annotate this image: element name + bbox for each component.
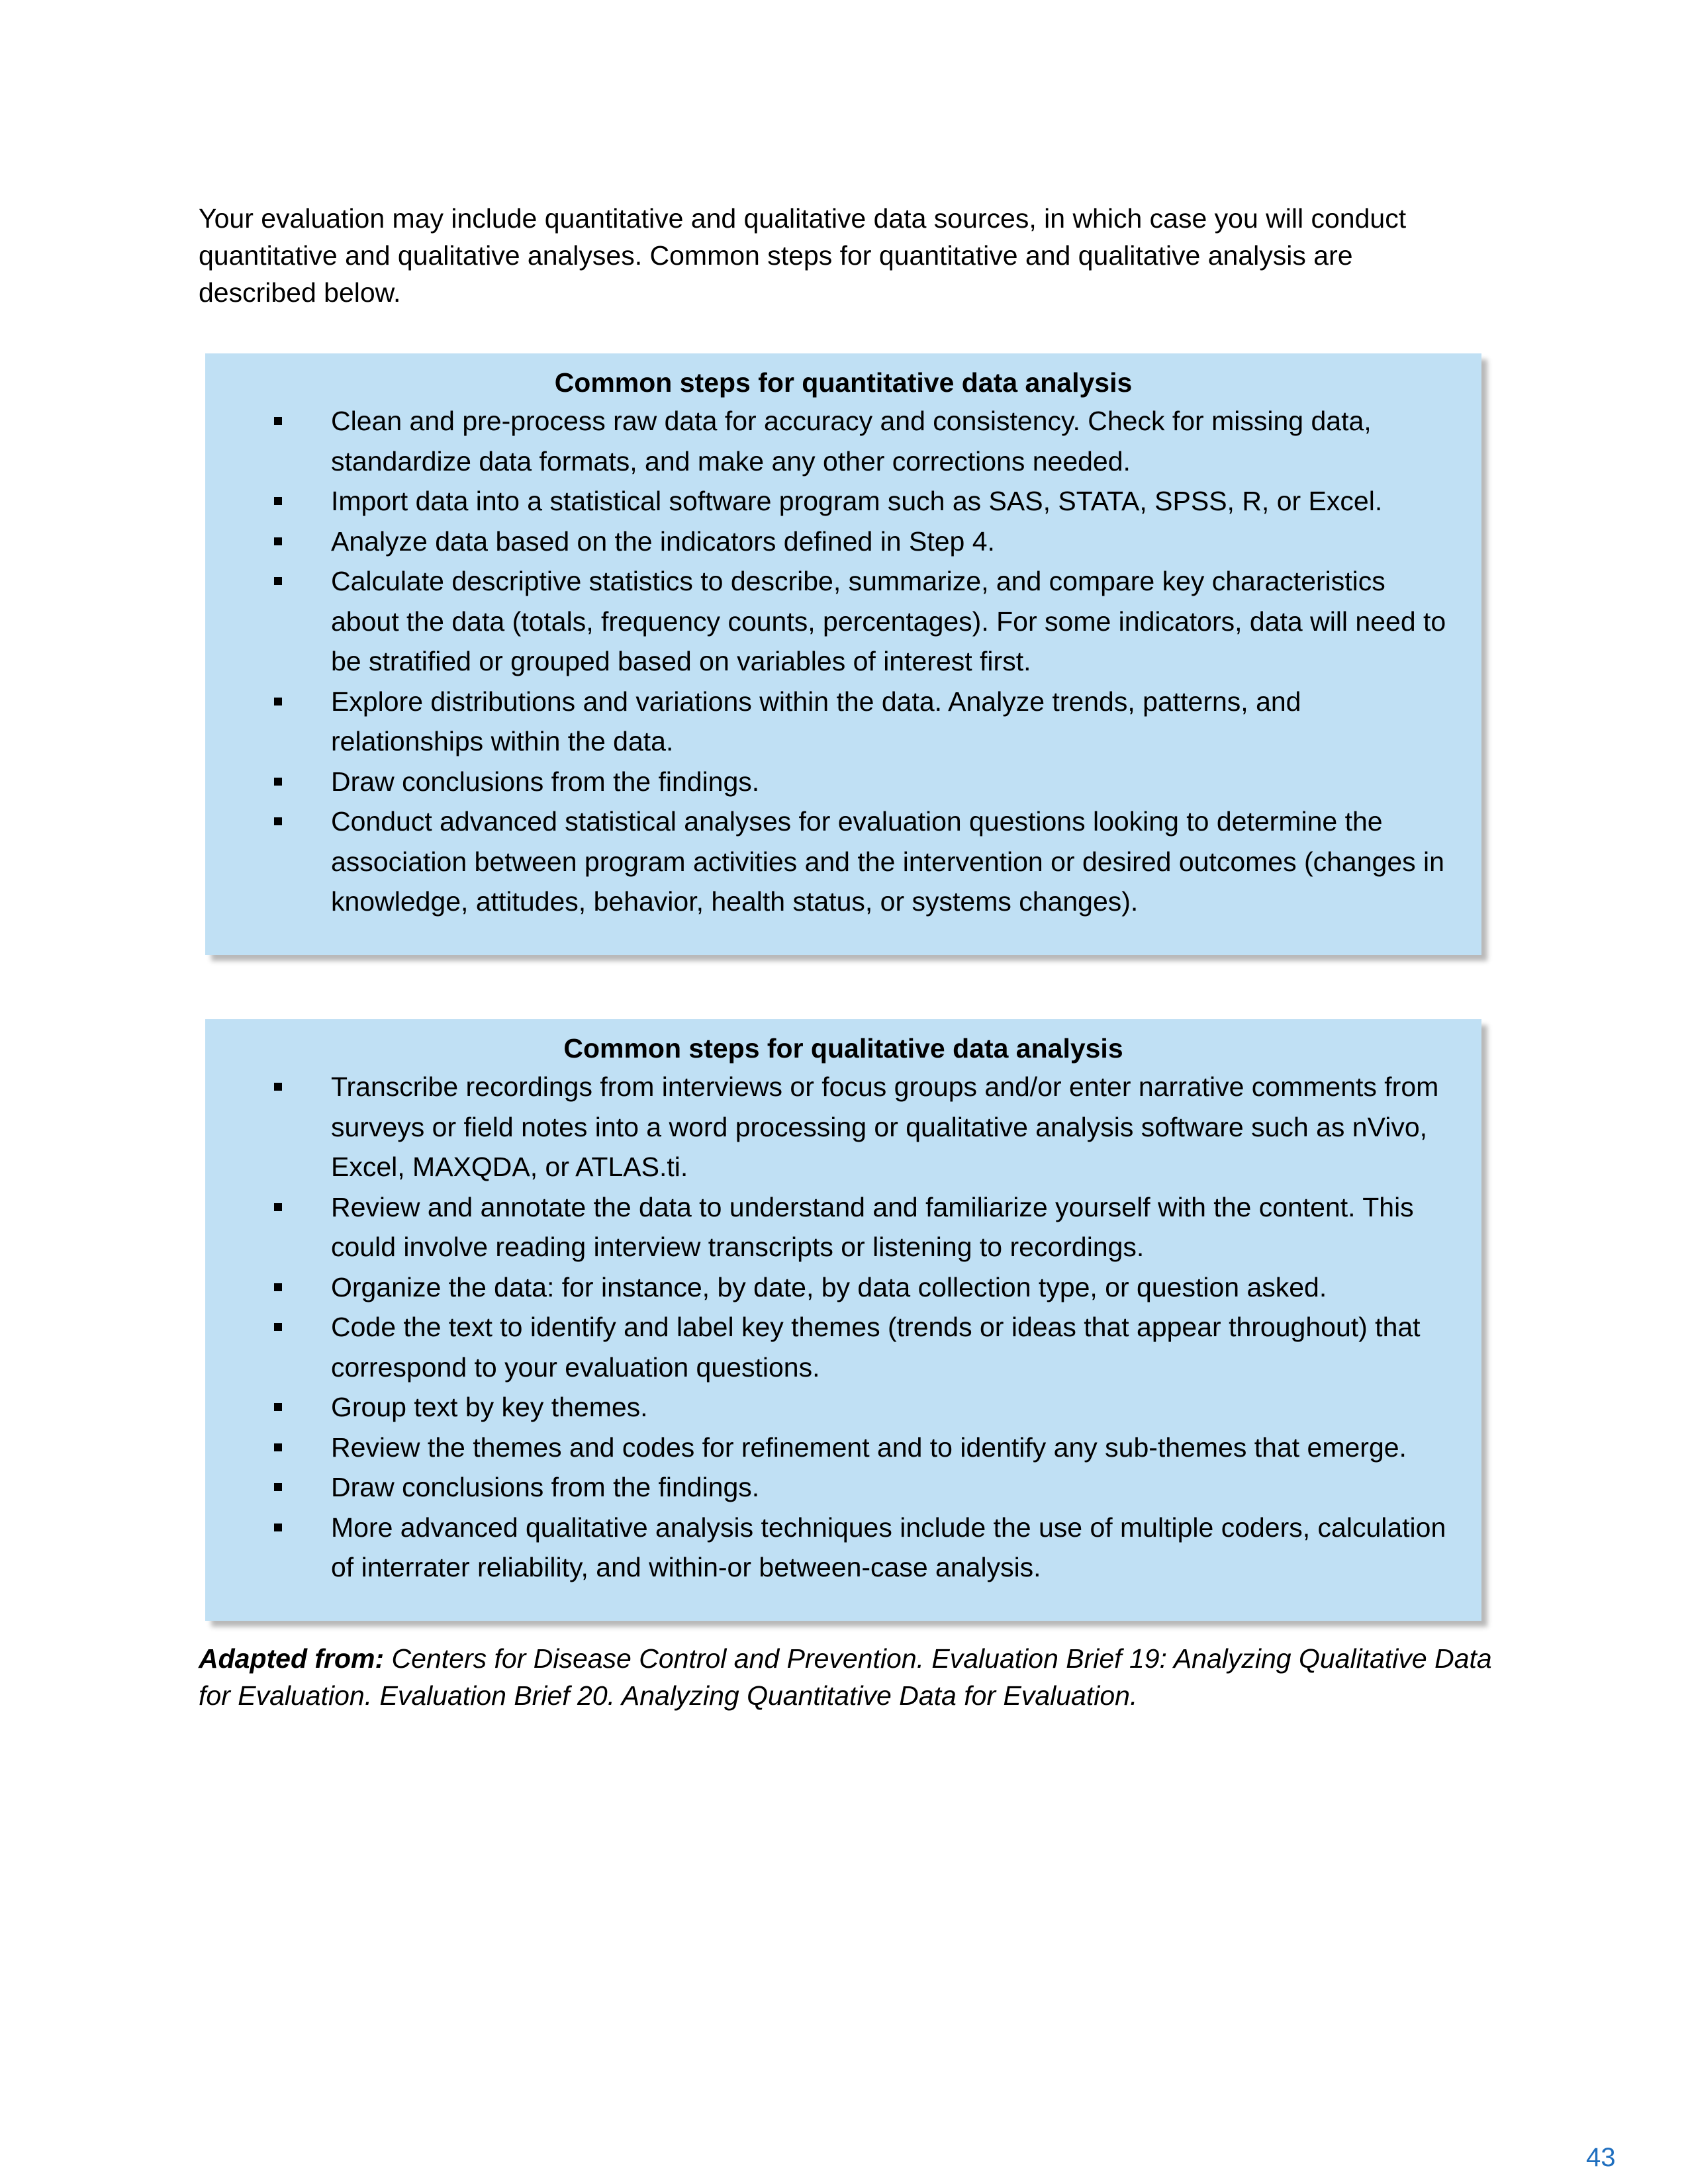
source-label: Adapted from:: [199, 1643, 385, 1674]
square-bullet-icon: [274, 1524, 282, 1531]
list-item: [324, 1067, 1455, 1187]
list-item-text: Draw conclusions from the findings.: [331, 1472, 760, 1502]
list-item-text: Import data into a statistical software program such as SAS, STATA, SPSS, R, or Excel.: [331, 486, 1383, 516]
list-item: [324, 1467, 1455, 1508]
square-bullet-icon: [274, 1483, 282, 1491]
intro-paragraph: Your evaluation may include quantitative and qualitative data sources, in which case you will conduct quantitative and qualitative analyses. Common steps for quantitative and qualitative analysis are described below.: [199, 203, 1407, 308]
list-item-text: Explore distributions and variations within the data. Analyze trends, patterns, and relationships within the data.: [331, 686, 1301, 756]
quantitative-steps-box: [205, 353, 1481, 955]
list-item: [324, 1428, 1455, 1468]
square-bullet-icon: [274, 1443, 282, 1451]
qualitative-steps-box: [205, 1019, 1481, 1621]
qualitative-box-title: Common steps for qualitative data analysis: [563, 1033, 1123, 1064]
square-bullet-icon: [274, 698, 282, 705]
list-item: [324, 1307, 1455, 1387]
list-item-text: Code the text to identify and label key themes (trends or ideas that appear throughout) that correspond to your evaluation questions.: [331, 1312, 1421, 1383]
list-item-text: Conduct advanced statistical analyses for evaluation questions looking to determine the association between program activities and the intervention or desired outcomes (changes in knowledge, attitudes, behavior, health status, or systems changes).: [331, 806, 1444, 917]
square-bullet-icon: [274, 817, 282, 825]
source-citation: [199, 1640, 1496, 1714]
square-bullet-icon: [274, 778, 282, 786]
list-item: [324, 801, 1455, 922]
list-item-text: Analyze data based on the indicators defined in Step 4.: [331, 525, 995, 557]
list-item: [324, 762, 1455, 802]
square-bullet-icon: [274, 1283, 282, 1291]
list-item: [324, 1267, 1455, 1308]
list-item: [324, 1387, 1455, 1428]
list-item: [324, 1187, 1455, 1267]
list-item: [324, 401, 1455, 481]
list-item-text: Clean and pre-process raw data for accuracy and consistency. Check for missing data, standardize data formats, and make any other corrections needed.: [331, 406, 1372, 477]
list-item-text: Draw conclusions from the findings.: [331, 766, 760, 797]
list-item: [324, 1508, 1455, 1588]
list-item: [324, 522, 1455, 562]
square-bullet-icon: [274, 537, 282, 545]
list-item: [324, 481, 1455, 522]
list-item-text: Group text by key themes.: [331, 1392, 648, 1422]
list-item-text: Organize the data: for instance, by date, by data collection type, or question asked.: [331, 1271, 1327, 1302]
list-item: [324, 682, 1455, 762]
square-bullet-icon: [274, 417, 282, 425]
list-item-text: Review and annotate the data to understand and familiarize yourself with the content. This could involve reading interview transcripts or listening to recordings.: [331, 1191, 1414, 1262]
square-bullet-icon: [274, 497, 282, 505]
page-number: 43: [1586, 2143, 1616, 2172]
qualitative-steps-list: [324, 1067, 1455, 1588]
quantitative-box-title: Common steps for quantitative data analysis: [554, 367, 1133, 398]
list-item-text: Calculate descriptive statistics to describe, summarize, and compare key characteristics about the data (totals, frequency counts, percentages). For some indicators, data will need to be stratified or grouped based on variables of interest first.: [331, 566, 1446, 676]
list-item-text: Review the themes and codes for refinement and to identify any sub-themes that emerge.: [331, 1432, 1407, 1463]
square-bullet-icon: [274, 1083, 282, 1091]
square-bullet-icon: [274, 1323, 282, 1331]
square-bullet-icon: [274, 577, 282, 585]
square-bullet-icon: [274, 1403, 282, 1411]
list-item: [324, 561, 1455, 682]
source-text: Centers for Disease Control and Prevention. Evaluation Brief 19: Analyzing Qualitative Data for Evaluation. Evaluation Brief 20. Analyzing Quantitative Data for Evaluation.: [199, 1643, 1492, 1711]
square-bullet-icon: [274, 1203, 282, 1211]
quantitative-steps-list: [324, 401, 1455, 922]
list-item-text: More advanced qualitative analysis techniques include the use of multiple coders, calculation of interrater reliability, and within-or between-case analysis.: [331, 1512, 1446, 1582]
list-item-text: Transcribe recordings from interviews or focus groups and/or enter narrative comments from surveys or field notes into a word processing or qualitative analysis software such as nVivo, Excel, MAXQDA, or ATLAS.ti.: [331, 1071, 1439, 1182]
